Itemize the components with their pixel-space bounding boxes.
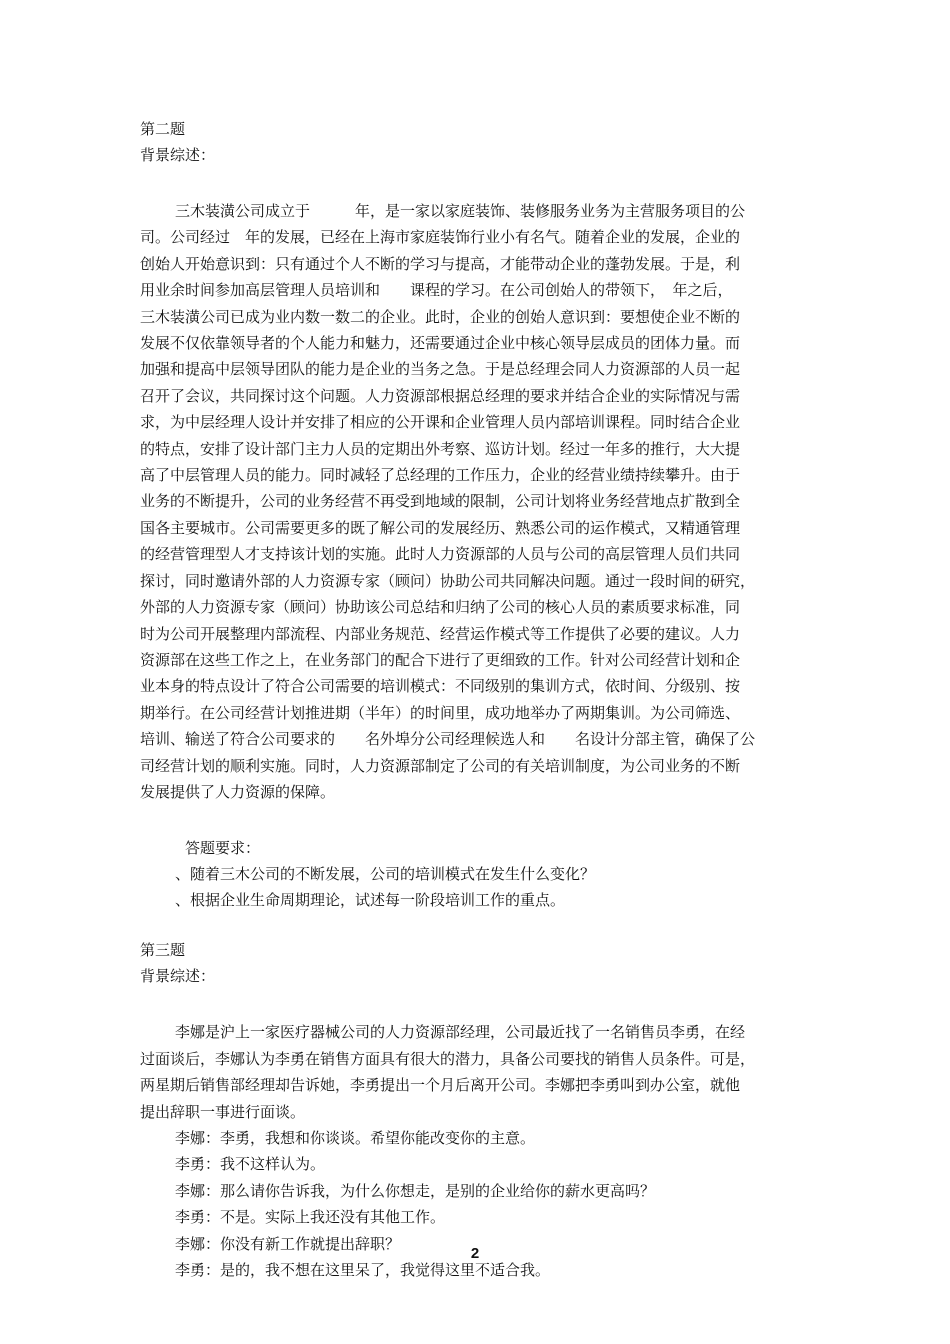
- paragraph-line: 三木装潢公司成立于 年，是一家以家庭装饰、装修服务业务为主营服务项目的公: [175, 202, 746, 220]
- question-item: 、随着三木公司的不断发展，公司的培训模式在发生什么变化？: [175, 865, 596, 884]
- dialogue-line: 李勇：是的，我不想在这里呆了，我觉得这里不适合我。: [175, 1261, 551, 1279]
- paragraph-line: 业本身的特点设计了符合公司需要的培训模式：不同级别的集训方式，依时间、分级别、按: [140, 677, 741, 696]
- paragraph-line: 时为公司开展整理内部流程、内部业务规范、经营运作模式等工作提供了必要的建议。人力: [140, 624, 741, 643]
- paragraph-line: 高了中层管理人员的能力。同时减轻了总经理的工作压力，企业的经营业绩持续攀升。由于: [140, 466, 741, 485]
- section-heading: 第三题: [140, 941, 186, 960]
- section-paragraph: [140, 1019, 818, 1125]
- dialogue-line: 李娜：那么请你告诉我，为什么你想走，是别的企业给你的薪水更高吗？: [175, 1181, 656, 1200]
- paragraph-line: 资源部在这些工作之上，在业务部门的配合下进行了更细致的工作。针对公司经营计划和企: [140, 650, 741, 669]
- paragraph-line: 的经营管理型人才支持该计划的实施。此时人力资源部的人员与公司的高层管理人员们共同: [140, 545, 741, 564]
- paragraph-line: 过面谈后，李娜认为李勇在销售方面具有很大的潜力，具备公司要找的销售人员条件。可是，: [140, 1049, 756, 1068]
- dialogue-line: 李勇：我不这样认为。: [175, 1155, 326, 1174]
- paragraph-line: 发展提供了人力资源的保障。: [140, 782, 336, 801]
- paragraph-line: 国各主要城市。公司需要更多的既了解公司的发展经历、熟悉公司的运作模式，又精通管理: [140, 518, 741, 537]
- section-heading: 第二题: [140, 120, 186, 138]
- background-label: 背景综述：: [140, 967, 216, 986]
- paragraph-line: 两星期后销售部经理却告诉她，李勇提出一个月后离开公司。李娜把李勇叫到办公室，就他: [140, 1076, 741, 1095]
- paragraph-line: 探讨，同时邀请外部的人力资源专家（顾问）协助公司共同解决问题。通过一段时间的研究，: [140, 571, 756, 590]
- spacer: [140, 805, 818, 835]
- dialogue-line: 李娜：李勇，我想和你谈谈。希望你能改变你的主意。: [175, 1128, 536, 1147]
- paragraph-line: 创始人开始意识到：只有通过个人不断的学习与提高，才能带动企业的蓬勃发展。于是，利: [140, 254, 741, 273]
- dialogue-line: 李娜：你没有新工作就提出辞职？: [175, 1234, 401, 1253]
- section-paragraph: [140, 198, 818, 805]
- page-number: 2: [470, 1245, 480, 1262]
- paragraph-line: 期举行。在公司经营计划推进期（半年）的时间里，成功地举办了两期集训。为公司筛选、: [140, 703, 741, 722]
- paragraph-line: 三木装潢公司已成为业内数一数二的企业。此时，企业的创始人意识到：要想使企业不断的: [140, 307, 741, 326]
- requirements-label: 答题要求：: [185, 839, 261, 858]
- question-item: 、根据企业生命周期理论，试述每一阶段培训工作的重点。: [175, 891, 566, 910]
- paragraph-line: 提出辞职一事进行面谈。: [140, 1102, 306, 1121]
- spacer: [140, 168, 818, 198]
- dialogue-line: 李勇：不是。实际上我还没有其他工作。: [175, 1208, 446, 1227]
- paragraph-line: 外部的人力资源专家（顾问）协助该公司总结和归纳了公司的核心人员的素质要求标准，同: [140, 598, 741, 617]
- paragraph-line: 李娜是沪上一家医疗器械公司的人力资源部经理，公司最近找了一名销售员李勇，在经: [175, 1023, 746, 1042]
- spacer: [140, 913, 818, 937]
- paragraph-line: 司经营计划的顺利实施。同时，人力资源部制定了公司的有关培训制度，为公司业务的不断: [140, 756, 741, 775]
- paragraph-line: 召开了会议，共同探讨这个问题。人力资源部根据总经理的要求并结合企业的实际情况与需: [140, 386, 741, 405]
- document-page: [140, 116, 818, 1283]
- paragraph-line: 司。公司经过 年的发展，已经在上海市家庭装饰行业小有名气。随着企业的发展，企业的: [140, 228, 741, 247]
- paragraph-line: 发展不仅依靠领导者的个人能力和魅力，还需要通过企业中核心领导层成员的团体力量。而: [140, 334, 741, 353]
- paragraph-line: 的特点，安排了设计部门主力人员的定期出外考察、巡访计划。经过一年多的推行，大大提: [140, 439, 741, 458]
- paragraph-line: 业务的不断提升，公司的业务经营不再受到地域的限制，公司计划将业务经营地点扩散到全: [140, 492, 741, 511]
- paragraph-line: 培训、输送了符合公司要求的 名外埠分公司经理候选人和 名设计分部主管，确保了公: [140, 730, 756, 749]
- paragraph-line: 加强和提高中层领导团队的能力是企业的当务之急。于是总经理会同人力资源部的人员一起: [140, 360, 741, 379]
- paragraph-line: 用业余时间参加高层管理人员培训和 课程的学习。在公司创始人的带领下， 年之后，: [140, 281, 733, 300]
- background-label: 背景综述：: [140, 146, 216, 164]
- paragraph-line: 求，为中层经理人设计并安排了相应的公开课和企业管理人员内部培训课程。同时结合企业: [140, 413, 741, 432]
- spacer: [140, 989, 818, 1019]
